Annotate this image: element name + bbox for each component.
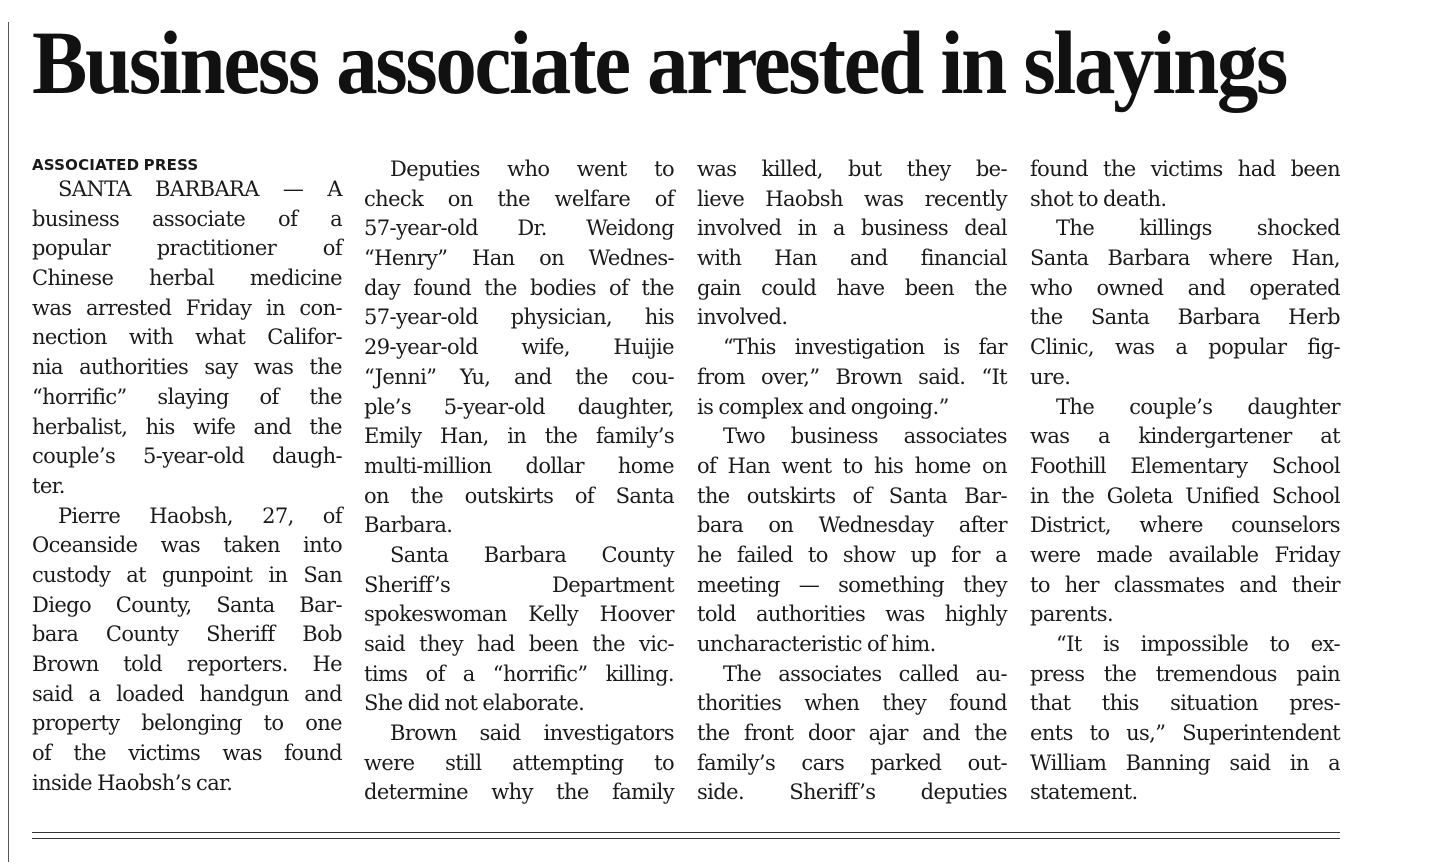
text-line: Chinese herbal medicine	[32, 266, 342, 291]
text-line: side. Sheriff’s deputies	[697, 780, 1007, 805]
text-line: was a kindergartener at	[1030, 424, 1340, 449]
text-line: spokeswoman Kelly Hoover	[364, 602, 674, 627]
text-line: found the victims had been	[1030, 157, 1340, 181]
text-line: on the outskirts of Santa	[364, 483, 674, 508]
text-line: business associate of a	[32, 206, 342, 231]
text-line: check on the welfare of	[364, 186, 674, 211]
text-line: tims of a “horrific” killing.	[364, 661, 674, 686]
text-line: he failed to show up for a	[697, 542, 1007, 567]
text-line: was killed, but they be-	[697, 157, 1007, 181]
text-line: bara County Sheriff Bob	[32, 622, 342, 647]
text-line: from over,” Brown said. “It	[697, 364, 1007, 389]
text-line: Deputies who went to	[390, 157, 674, 181]
text-line: was arrested Friday in con-	[32, 295, 342, 320]
text-line: couple’s 5-year-old daugh-	[32, 444, 342, 469]
text-line: ure.	[1030, 364, 1071, 389]
text-line: property belonging to one	[32, 711, 342, 736]
text-line: SANTA BARBARA — A	[58, 177, 342, 201]
bottom-rule	[32, 838, 1340, 839]
text-line: popular practitioner of	[32, 236, 342, 261]
text-line: gain could have been the	[697, 275, 1007, 300]
text-line: involved in a business deal	[697, 216, 1007, 241]
text-line: press the tremendous pain	[1030, 661, 1340, 686]
text-line: multi-million dollar home	[364, 453, 674, 478]
text-line: who owned and operated	[1030, 275, 1340, 300]
text-line: determine why the family	[364, 780, 674, 805]
text-line: ter.	[32, 473, 65, 498]
text-line: Sheriff’s Department	[364, 572, 674, 597]
text-line: Barbara.	[364, 513, 453, 538]
text-line: the outskirts of Santa Bar-	[697, 483, 1007, 508]
article-column-4	[1030, 155, 1340, 808]
text-line: “Jenni” Yu, and the cou-	[364, 364, 674, 389]
text-line: statement.	[1030, 780, 1138, 805]
text-line: District, where counselors	[1030, 513, 1340, 538]
text-line: herbalist, his wife and the	[32, 414, 342, 439]
text-line: Santa Barbara County	[390, 542, 674, 567]
article-column-2	[364, 155, 674, 808]
text-line: to her classmates and their	[1030, 572, 1340, 597]
text-line: “horrific” slaying of the	[32, 384, 342, 409]
text-line: told authorities was highly	[697, 602, 1007, 627]
text-line: “Henry” Han on Wednes-	[364, 246, 674, 271]
text-line: The couple’s daughter	[1056, 394, 1340, 419]
byline: ASSOCIATED PRESS	[32, 156, 199, 174]
text-line: Oceanside was taken into	[32, 533, 342, 558]
text-line: “This investigation is far	[723, 335, 1007, 360]
article-column-1	[32, 155, 342, 798]
headline: Business associate arrested in slayings	[32, 14, 1287, 113]
column-rule-left	[8, 22, 9, 862]
text-line: She did not elaborate.	[364, 691, 585, 716]
article-column-3	[697, 155, 1007, 808]
text-line: said they had been the vic-	[364, 632, 674, 656]
text-line: ple’s 5-year-old daughter,	[364, 394, 674, 419]
text-line: uncharacteristic of him.	[697, 632, 936, 656]
text-line: that this situation pres-	[1030, 691, 1340, 716]
text-line: inside Haobsh’s car.	[32, 770, 233, 795]
text-line: thorities when they found	[697, 691, 1007, 716]
text-line: meeting — something they	[697, 572, 1007, 597]
text-line: “It is impossible to ex-	[1056, 632, 1340, 656]
text-line: nection with what Califor-	[32, 325, 342, 350]
text-line: involved.	[697, 305, 788, 330]
text-line: in the Goleta Unified School	[1030, 483, 1340, 508]
text-line: Brown said investigators	[390, 721, 674, 746]
text-line: shot to death.	[1030, 186, 1167, 211]
text-line: nia authorities say was the	[32, 355, 342, 380]
text-line: said a loaded handgun and	[32, 681, 342, 706]
text-line: is complex and ongoing.”	[697, 394, 949, 419]
text-line: custody at gunpoint in San	[32, 562, 342, 587]
text-line: ents to us,” Superintendent	[1030, 721, 1340, 746]
text-line: the Santa Barbara Herb	[1030, 305, 1340, 330]
text-line: family’s cars parked out-	[697, 750, 1007, 775]
text-line: Brown told reporters. He	[32, 652, 342, 676]
text-line: bara on Wednesday after	[697, 513, 1007, 538]
text-line: were made available Friday	[1030, 542, 1340, 567]
text-line: Two business associates	[723, 424, 1007, 449]
text-line: of Han went to his home on	[697, 453, 1007, 478]
text-line: the front door ajar and the	[697, 721, 1007, 746]
text-line: with Han and financial	[697, 246, 1007, 271]
text-line: Pierre Haobsh, 27, of	[58, 503, 342, 528]
text-line: 57-year-old Dr. Weidong	[364, 216, 674, 241]
text-line: The associates called au-	[723, 661, 1007, 686]
text-line: of the victims was found	[32, 741, 342, 766]
text-line: parents.	[1030, 602, 1114, 627]
text-line: day found the bodies of the	[364, 275, 674, 300]
text-line: 57-year-old physician, his	[364, 305, 674, 330]
text-line: were still attempting to	[364, 750, 674, 775]
text-line: 29-year-old wife, Huijie	[364, 335, 674, 360]
text-line: Santa Barbara where Han,	[1030, 246, 1340, 271]
bottom-rule	[32, 832, 1340, 833]
text-line: The killings shocked	[1056, 216, 1340, 241]
text-line: Emily Han, in the family’s	[364, 424, 674, 449]
text-line: William Banning said in a	[1030, 750, 1340, 775]
text-line: Diego County, Santa Bar-	[32, 592, 342, 617]
text-line: Foothill Elementary School	[1030, 453, 1340, 478]
text-line: lieve Haobsh was recently	[697, 186, 1007, 211]
text-line: Clinic, was a popular fig-	[1030, 335, 1340, 360]
